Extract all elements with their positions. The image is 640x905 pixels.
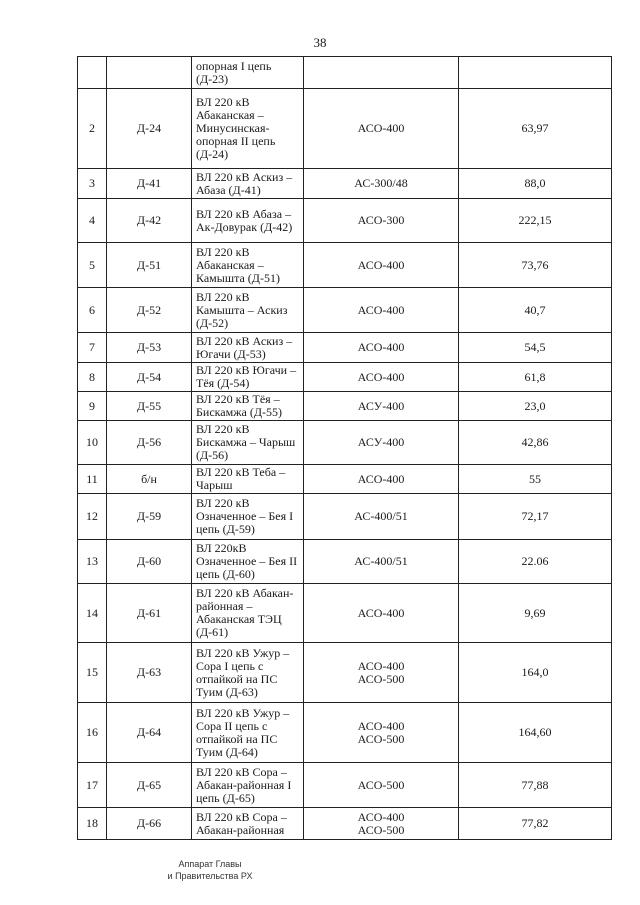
- line-code-cell: Д-55: [107, 392, 192, 421]
- line-code-cell: [107, 57, 192, 89]
- row-number-cell: 5: [78, 243, 107, 288]
- line-code-cell: Д-53: [107, 333, 192, 363]
- line-length-cell: 73,76: [459, 243, 612, 288]
- wire-type-cell: АСО-400 АСО-500: [304, 703, 459, 763]
- wire-type-cell: АСО-400: [304, 333, 459, 363]
- line-length-cell: 23,0: [459, 392, 612, 421]
- line-code-cell: б/н: [107, 465, 192, 494]
- row-number-cell: 7: [78, 333, 107, 363]
- wire-type-cell: АС-400/51: [304, 494, 459, 540]
- wire-type-cell: АСУ-400: [304, 392, 459, 421]
- power-lines-table: [77, 56, 612, 840]
- wire-type-cell: АСО-400: [304, 584, 459, 643]
- wire-type-cell: АСО-400: [304, 363, 459, 392]
- row-number-cell: 6: [78, 288, 107, 333]
- table-row: [78, 808, 612, 840]
- wire-type-cell: [304, 57, 459, 89]
- table-row: [78, 57, 612, 89]
- wire-type-cell: АСО-400: [304, 288, 459, 333]
- line-name-cell: ВЛ 220кВ Означенное – Бея II цепь (Д-60): [192, 540, 304, 584]
- row-number-cell: 2: [78, 89, 107, 169]
- line-length-cell: 164,0: [459, 643, 612, 703]
- row-number-cell: 15: [78, 643, 107, 703]
- table-row: [78, 465, 612, 494]
- line-length-cell: 88,0: [459, 169, 612, 199]
- row-number-cell: 9: [78, 392, 107, 421]
- wire-type-cell: АС-300/48: [304, 169, 459, 199]
- line-name-cell: ВЛ 220 кВ Абаканская – Камышта (Д-51): [192, 243, 304, 288]
- line-name-cell: ВЛ 220 кВ Означенное – Бея I цепь (Д-59): [192, 494, 304, 540]
- line-name-cell: ВЛ 220 кВ Ужур – Сора II цепь с отпайкой на ПС Туим (Д-64): [192, 703, 304, 763]
- footer-stamp: [150, 858, 270, 882]
- table-row: [78, 243, 612, 288]
- wire-type-cell: АСО-400 АСО-500: [304, 808, 459, 840]
- line-code-cell: Д-64: [107, 703, 192, 763]
- line-code-cell: Д-59: [107, 494, 192, 540]
- wire-type-cell: АСО-500: [304, 763, 459, 808]
- table-row: [78, 89, 612, 169]
- table-row: [78, 703, 612, 763]
- table-row: [78, 392, 612, 421]
- line-name-cell: ВЛ 220 кВ Бискамжа – Чарыш (Д-56): [192, 421, 304, 465]
- footer-stamp-line: Аппарат Главы: [178, 859, 242, 869]
- line-name-cell: ВЛ 220 кВ Тёя – Бискамжа (Д-55): [192, 392, 304, 421]
- row-number-cell: 16: [78, 703, 107, 763]
- line-name-cell: ВЛ 220 кВ Теба – Чарыш: [192, 465, 304, 494]
- line-name-cell: ВЛ 220 кВ Сора – Абакан-районная I цепь (Д-65): [192, 763, 304, 808]
- line-length-cell: 42,86: [459, 421, 612, 465]
- line-name-cell: ВЛ 220 кВ Аскиз – Абаза (Д-41): [192, 169, 304, 199]
- line-length-cell: 54,5: [459, 333, 612, 363]
- table-row: [78, 584, 612, 643]
- wire-type-cell: АСО-400: [304, 465, 459, 494]
- wire-type-cell: АСО-400: [304, 243, 459, 288]
- wire-type-cell: АСО-400 АСО-500: [304, 643, 459, 703]
- table-row: [78, 540, 612, 584]
- line-length-cell: 77,82: [459, 808, 612, 840]
- line-code-cell: Д-60: [107, 540, 192, 584]
- line-code-cell: Д-61: [107, 584, 192, 643]
- line-name-cell: ВЛ 220 кВ Ужур – Сора I цепь с отпайкой на ПС Туим (Д-63): [192, 643, 304, 703]
- line-code-cell: Д-51: [107, 243, 192, 288]
- line-length-cell: 22.06: [459, 540, 612, 584]
- table-row: [78, 763, 612, 808]
- row-number-cell: 12: [78, 494, 107, 540]
- line-length-cell: 72,17: [459, 494, 612, 540]
- row-number-cell: 14: [78, 584, 107, 643]
- row-number-cell: 13: [78, 540, 107, 584]
- line-length-cell: 63,97: [459, 89, 612, 169]
- line-code-cell: Д-65: [107, 763, 192, 808]
- line-name-cell: ВЛ 220 кВ Югачи – Тёя (Д-54): [192, 363, 304, 392]
- line-length-cell: 77,88: [459, 763, 612, 808]
- row-number-cell: 8: [78, 363, 107, 392]
- line-code-cell: Д-52: [107, 288, 192, 333]
- line-name-cell: опорная I цепь (Д-23): [192, 57, 304, 89]
- footer-stamp-line: и Правительства РХ: [167, 871, 253, 881]
- line-length-cell: 222,15: [459, 199, 612, 243]
- line-code-cell: Д-66: [107, 808, 192, 840]
- row-number-cell: 4: [78, 199, 107, 243]
- wire-type-cell: АС-400/51: [304, 540, 459, 584]
- line-length-cell: 61,8: [459, 363, 612, 392]
- row-number-cell: 3: [78, 169, 107, 199]
- table-row: [78, 333, 612, 363]
- row-number-cell: [78, 57, 107, 89]
- wire-type-cell: АСУ-400: [304, 421, 459, 465]
- table-row: [78, 199, 612, 243]
- line-code-cell: Д-41: [107, 169, 192, 199]
- table-row: [78, 169, 612, 199]
- line-length-cell: [459, 57, 612, 89]
- line-name-cell: ВЛ 220 кВ Камышта – Аскиз (Д-52): [192, 288, 304, 333]
- line-name-cell: ВЛ 220 кВ Абаза – Ак-Довурак (Д-42): [192, 199, 304, 243]
- line-length-cell: 9,69: [459, 584, 612, 643]
- table-row: [78, 288, 612, 333]
- row-number-cell: 11: [78, 465, 107, 494]
- row-number-cell: 18: [78, 808, 107, 840]
- line-code-cell: Д-56: [107, 421, 192, 465]
- page-number: 38: [313, 35, 327, 50]
- line-code-cell: Д-54: [107, 363, 192, 392]
- line-name-cell: ВЛ 220 кВ Сора – Абакан-районная: [192, 808, 304, 840]
- table-row: [78, 421, 612, 465]
- line-name-cell: ВЛ 220 кВ Аскиз – Югачи (Д-53): [192, 333, 304, 363]
- row-number-cell: 17: [78, 763, 107, 808]
- line-length-cell: 55: [459, 465, 612, 494]
- row-number-cell: 10: [78, 421, 107, 465]
- line-name-cell: ВЛ 220 кВ Абакан-районная – Абаканская ТЭЦ (Д-61): [192, 584, 304, 643]
- line-length-cell: 164,60: [459, 703, 612, 763]
- line-name-cell: ВЛ 220 кВ Абаканская – Минусинская-опорная II цепь (Д-24): [192, 89, 304, 169]
- table-row: [78, 494, 612, 540]
- wire-type-cell: АСО-300: [304, 199, 459, 243]
- table-row: [78, 643, 612, 703]
- line-code-cell: Д-63: [107, 643, 192, 703]
- line-code-cell: Д-42: [107, 199, 192, 243]
- wire-type-cell: АСО-400: [304, 89, 459, 169]
- table-row: [78, 363, 612, 392]
- line-code-cell: Д-24: [107, 89, 192, 169]
- line-length-cell: 40,7: [459, 288, 612, 333]
